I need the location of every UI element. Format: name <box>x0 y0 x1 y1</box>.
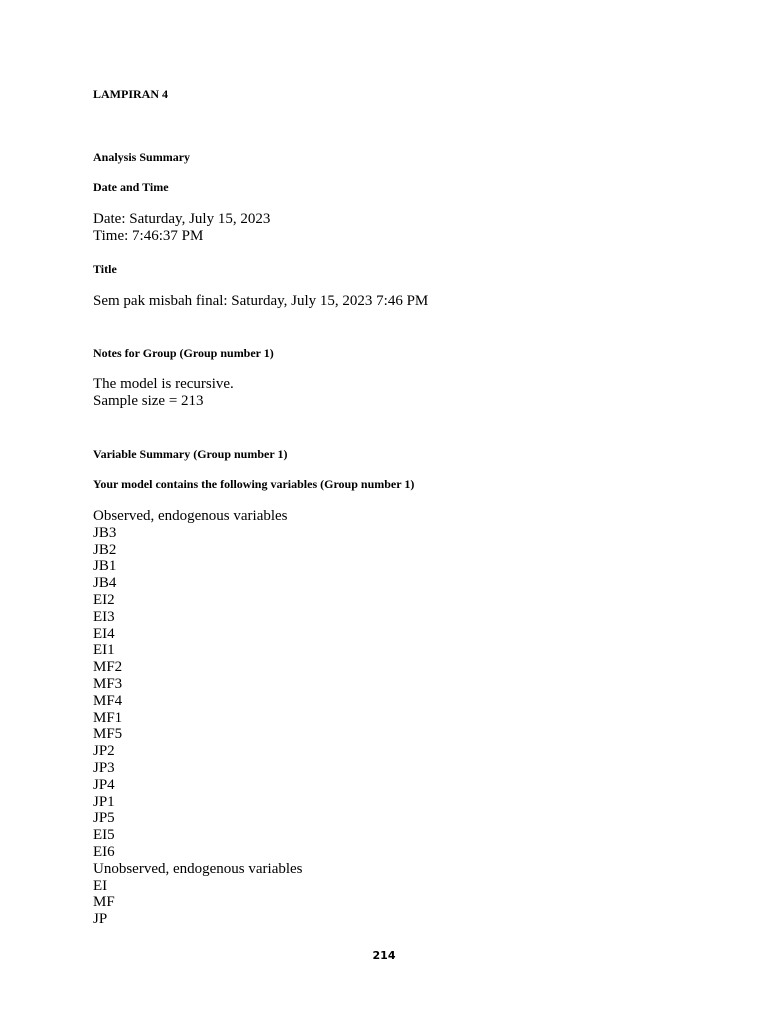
date-time-heading: Date and Time <box>93 180 169 194</box>
variable-item: JB3 <box>93 524 117 541</box>
variable-item: EI6 <box>93 843 115 860</box>
unobserved-label: Unobserved, endogenous variables <box>93 860 303 877</box>
variable-item: JP4 <box>93 776 115 793</box>
notes-line: Sample size = 213 <box>93 392 204 409</box>
title-line: Sem pak misbah final: Saturday, July 15, 2023 7:46 PM <box>93 293 429 309</box>
variable-item: MF5 <box>93 726 123 743</box>
title-text <box>93 293 428 310</box>
variable-item: JB4 <box>93 575 117 592</box>
variable-item: JB2 <box>93 541 117 558</box>
variables-intro-heading: Your model contains the following variables (Group number 1) <box>93 477 415 491</box>
date-line: Date: Saturday, July 15, 2023 <box>93 211 271 227</box>
variable-item: JB1 <box>93 558 117 575</box>
variable-item: MF <box>93 894 115 911</box>
variable-item: EI5 <box>93 827 115 844</box>
notes-line: The model is recursive. <box>93 376 234 392</box>
variable-item: EI4 <box>93 625 115 642</box>
page-number: 214 <box>372 949 396 962</box>
variable-item: EI1 <box>93 642 115 659</box>
variable-item: MF2 <box>93 659 123 676</box>
notes-heading: Notes for Group (Group number 1) <box>93 346 274 360</box>
variable-summary-heading: Variable Summary (Group number 1) <box>93 447 288 461</box>
variable-item: JP3 <box>93 759 115 776</box>
title-heading: Title <box>93 262 117 276</box>
variable-item: JP5 <box>93 810 115 827</box>
variable-item: MF4 <box>93 692 123 709</box>
date-time-block <box>93 211 270 245</box>
variable-item: JP1 <box>93 793 115 810</box>
variable-item: JP2 <box>93 743 115 760</box>
variable-item: EI2 <box>93 591 115 608</box>
variable-item: JP <box>93 911 108 928</box>
observed-label: Observed, endogenous variables <box>93 508 288 524</box>
variable-item: MF1 <box>93 709 123 726</box>
appendix-label: LAMPIRAN 4 <box>93 87 168 101</box>
variables-list <box>93 508 303 928</box>
notes-block <box>93 376 234 410</box>
variable-item: EI3 <box>93 608 115 625</box>
analysis-summary-heading: Analysis Summary <box>93 150 191 164</box>
time-line: Time: 7:46:37 PM <box>93 227 204 244</box>
variable-item: EI <box>93 877 108 894</box>
variable-item: MF3 <box>93 675 123 692</box>
